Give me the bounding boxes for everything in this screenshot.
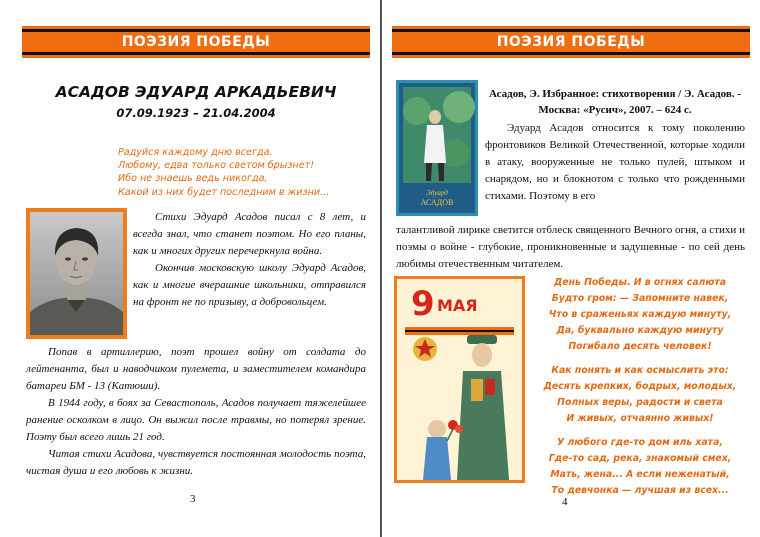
header-ribbon (392, 26, 750, 58)
bio-paragraph: Читая стихи Асадова, чувствуется постоянная молодость поэта, чистая душа и его любовь к жизни. (26, 448, 366, 477)
portrait-image (30, 212, 123, 335)
poem-line: Да, буквально каждую минуту (556, 325, 724, 336)
poster-number: 9 (411, 284, 435, 324)
poem-line: Полных веры, радости и света (557, 397, 723, 408)
bio-paragraph: Стихи Эдуард Асадов писал с 8 лет, и всегда знал, что станет поэтом. Но его планы, как и многих других перечеркнула война. (133, 211, 366, 257)
header-ribbon (22, 26, 370, 58)
victory-poem (530, 275, 750, 507)
book-cover-title: АСАДОВ (420, 198, 454, 207)
poem-line: И живых, отчаянно живых! (566, 413, 714, 424)
poem-line: Что в сраженьях каждую минуту, (548, 309, 732, 320)
book-cover (396, 80, 478, 216)
epigraph-line: Радуйся каждому дню всегда. (118, 147, 273, 158)
epigraph (118, 146, 368, 199)
poem-line: То девчонка — лучшая из всех... (551, 485, 729, 496)
poem-line: Где-то сад, река, знакомый смех, (548, 453, 732, 464)
header-title: ПОЭЗИЯ ПОБЕДЫ (121, 34, 271, 50)
poem-line: У любого где-то дом иль хата, (557, 437, 723, 448)
page-number: 3 (190, 493, 196, 505)
poet-name: АСАДОВ ЭДУАРД АРКАДЬЕВИЧ (55, 83, 337, 101)
book-description (485, 120, 745, 205)
poem-line: Десять крепких, бодрых, молодых, (543, 381, 737, 392)
epigraph-line: Ибо не знаешь ведь никогда, (118, 173, 268, 185)
poem-stanza (530, 275, 750, 355)
bio-top (133, 209, 366, 311)
poem-stanza (530, 363, 750, 427)
poem-line: Мать, жена... А если неженатый, (550, 469, 730, 480)
book-reference: Асадов, Э. Избранное: стихотворения / Э. Асадов. - Москва: «Русич», 2007. – 624 с. (489, 88, 741, 116)
page-number: 4 (562, 496, 568, 508)
epigraph-line: Какой из них будет последним в жизни... (118, 186, 330, 198)
poem-line: День Победы. И в огнях салюта (553, 277, 727, 288)
book-cover-image (399, 83, 475, 213)
epigraph-line: Любому, едва только светом брызнет! (118, 160, 315, 172)
bio-paragraph: Окончив московскую школу Эдуард Асадов, как и многие вчерашние школьники, отправился на фронт не по призыву, а добровольцем. (133, 262, 366, 308)
poem-line: Как понять и как осмыслить это: (551, 365, 729, 376)
bio-paragraph: Попав в артиллерию, поэт прошел войну от солдата до лейтенанта, был и наводчиком пулемета, и заместителем командира батареи БМ - 13 (Катюши). (26, 346, 366, 392)
book-cover-author: Эдуард (426, 189, 448, 197)
poet-dates: 07.09.1923 – 21.04.2004 (116, 106, 276, 120)
description-paragraph: Эдуард Асадов относится к тому поколению фронтовиков Великой Отечественной, которые ходили в атаку, вооруженные не только пулей, штыком и снарядом, но и блокнотом с только что рожденными стихами. Поэтому в его (485, 122, 745, 202)
poem-line: Будто гром: — Запомните навек, (551, 293, 729, 304)
poster-image (397, 279, 522, 480)
bio-bottom (26, 344, 366, 480)
victory-day-poster (394, 276, 525, 483)
bio-paragraph: В 1944 году, в боях за Севастополь, Асадов получает тяжелейшее ранение осколком в лицо. Он выжил после травмы, но потерял зрение. Поэту был всего лишь 21 год. (26, 397, 366, 443)
poem-line: Погибало десять человек! (568, 341, 712, 352)
book-description-continued: талантливой лирике светится отблеск священного Вечного огня, а стихи и поэмы о войне - глубокие, проникновенные и задушевные - по сей день любимы отечественным читателем. (396, 224, 745, 270)
poet-portrait (26, 208, 127, 339)
poem-stanza (530, 435, 750, 499)
header-title: ПОЭЗИЯ ПОБЕДЫ (496, 34, 646, 50)
right-page (382, 0, 760, 537)
poster-month: МАЯ (437, 296, 478, 315)
